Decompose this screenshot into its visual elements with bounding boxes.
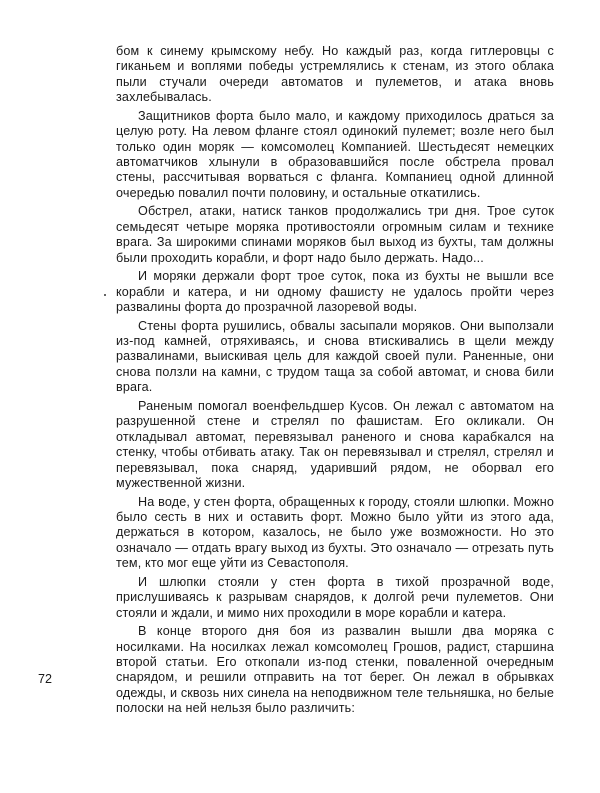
paragraph-8: И шлюпки стояли у стен форта в тихой прозрачной воде, прислушиваясь к разрывам снарядов, к долгой речи пулеметов. Они стояли и ждали, и мимо них проходили в море корабли и катера.	[116, 574, 554, 620]
body-text	[116, 44, 554, 720]
paragraph-3: Обстрел, атаки, натиск танков продолжались три дня. Трое суток семьдесят четыре моряка противостояли огромным силам и технике врага. За широкими спинами моряков был выход из бухты, там должны были проходить корабли, и форт надо было держать. Надо...	[116, 204, 554, 265]
paragraph-1: бом к синему крымскому небу. Но каждый раз, когда гитлеровцы с гиканьем и воплями победы устремлялись к стенам, из этого облака пыли стучали очереди автоматов и пулеметов, и атака вновь захлебывалась.	[116, 44, 554, 105]
print-speck	[104, 294, 106, 296]
paragraph-9: В конце второго дня боя из развалин вышли два моряка с носилками. На носилках лежал комсомолец Грошов, радист, старшина второй статьи. Его откопали из-под стенки, поваленной очередным снарядом, и решили отправить на тот берег. Он лежал в обрывках одежды, и сквозь них синела на неподвижном теле тельняшка, но белые полоски на ней нельзя было различить:	[116, 624, 554, 716]
paragraph-6: Раненым помогал военфельдшер Кусов. Он лежал с автоматом на разрушенной стене и стрелял по фашистам. Его окликали. Он откладывал автомат, перевязывал раненого и снова карабкался на стенку, чтобы отбивать атаку. Так он перевязывал и стрелял, стрелял и перевязывал, пока снаряд, ударивший рядом, не оборвал его мужественной жизни.	[116, 398, 554, 490]
paragraph-7: На воде, у стен форта, обращенных к городу, стояли шлюпки. Можно было сесть в них и оставить форт. Можно было уйти из этого ада, держаться в котором, казалось, не было уже возможности. Но это означало — отдать врагу выход из бухты. Это означало — отрезать путь тем, кто мог еще уйти из Севастополя.	[116, 494, 554, 571]
page-number: 72	[38, 672, 53, 686]
paragraph-2: Защитников форта было мало, и каждому приходилось драться за целую роту. На левом фланге стоял одинокий пулемет; возле него был только один моряк — комсомолец Компанией. Шестьдесят немецких автоматчиков хлынули в образовавшийся после обстрела провал стены, рассчитывая ворваться с фланга. Компаниец одной длинной очередью повалил почти половину, и остальные откатились.	[116, 108, 554, 200]
paragraph-4: И моряки держали форт трое суток, пока из бухты не вышли все корабли и катера, и ни одному фашисту не удалось пройти через развалины форта до прозрачной лазоревой воды.	[116, 269, 554, 315]
paragraph-5: Стены форта рушились, обвалы засыпали моряков. Они выползали из-под камней, отряхиваясь, и снова втискивались в щели между развалинами, выискивая цель для каждой своей пули. Раненные, они снова ползли на камни, с трудом таща за собой автомат, и снова били врага.	[116, 318, 554, 395]
